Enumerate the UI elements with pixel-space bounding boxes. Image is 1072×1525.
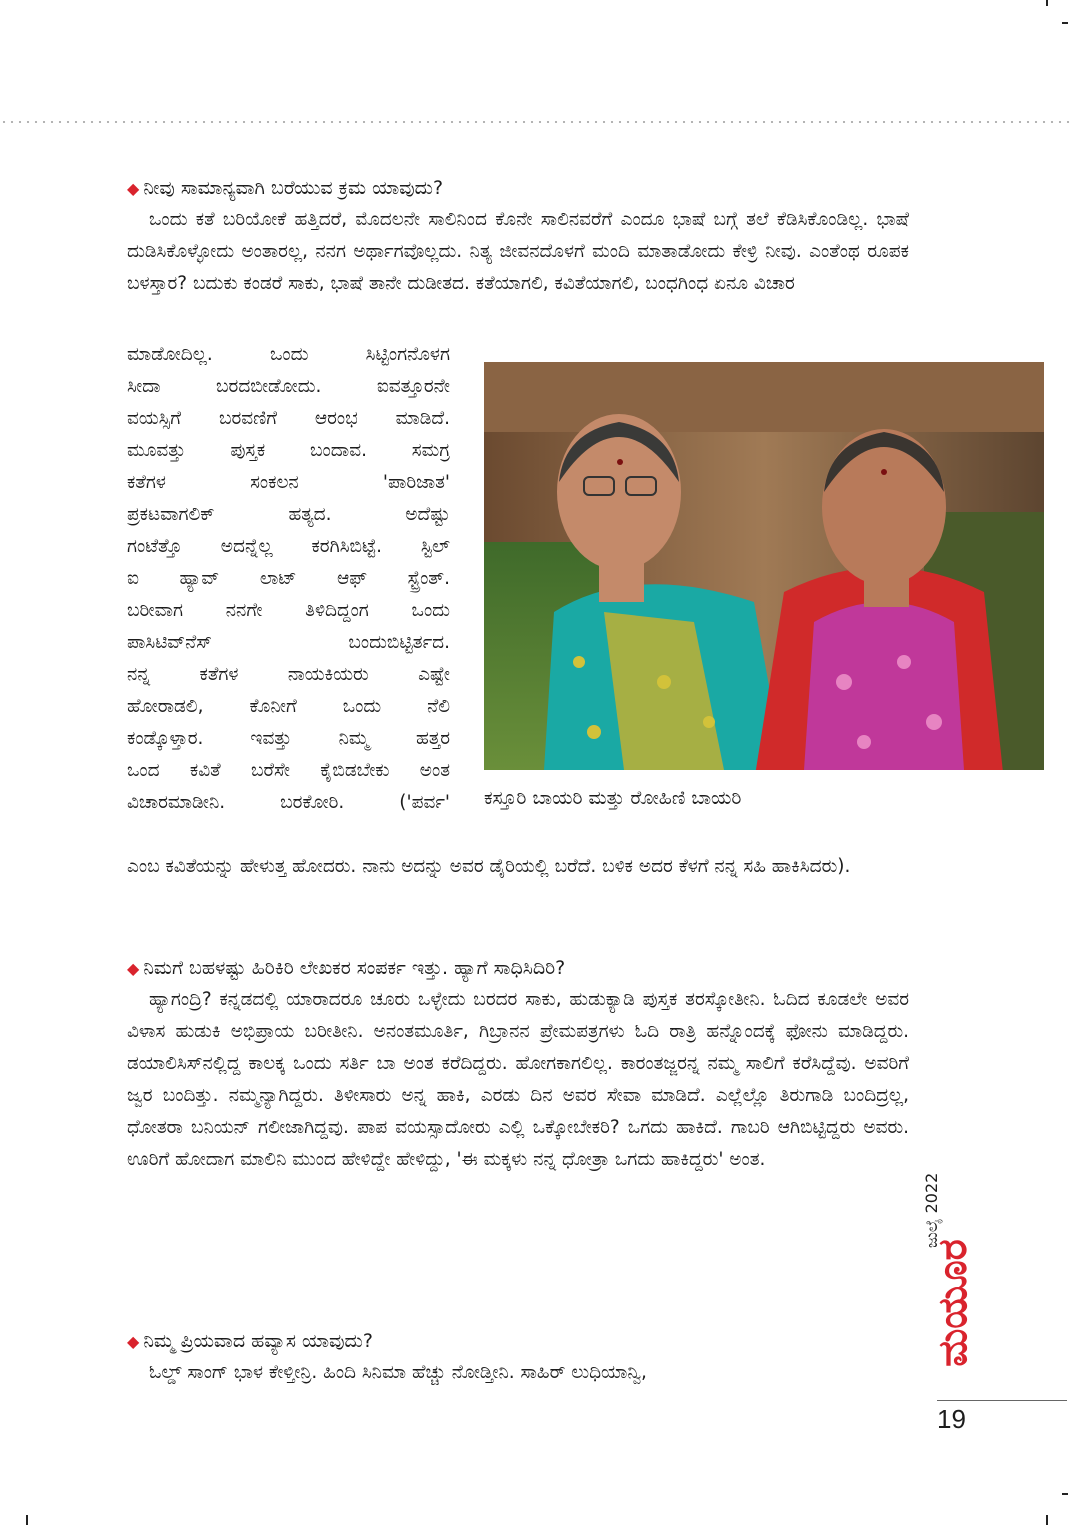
page-rule: [937, 1400, 1067, 1401]
magazine-logo-graphic: [930, 1228, 980, 1378]
text-line: ನನ್ನ ಕತೆಗಳ ನಾಯಕಿಯರು ಎಷ್ಟೇ: [127, 664, 450, 685]
text-line: ಪ್ರಕಟವಾಗಲಿಕ್ ಹತ್ಯದ. ಅದೆಷ್ಟು: [127, 504, 450, 525]
photo-illustration: [484, 362, 1044, 770]
text-line: ಮೂವತ್ತು ಪುಸ್ತಕ ಬಂದಾವ. ಸಮಗ್ರ: [127, 440, 450, 461]
magazine-title: ಮಯೂರ: [930, 1239, 976, 1367]
text-line: ಐ ಹ್ಯಾವ್ ಲಾಟ್ ಆಫ್ ಸ್ಟ್ರೆಂತ್.: [127, 568, 450, 589]
text-line: ಸೀದಾ ಬರದಬೀಡೋದು. ಐವತ್ತೂರನೇ: [127, 376, 450, 397]
text-line: ಗಂಟೆತ್ತೊ ಅದನ್ನೆಲ್ಲ ಕರಗಿಸಿಬಿಟ್ಟೆ. ಸ್ಟಿಲ್: [127, 536, 450, 557]
answer-paragraph: ಓಲ್ಡ್ ಸಾಂಗ್ ಭಾಳ ಕೇಳ್ತೀನ್ರಿ. ಹಿಂದಿ ಸಿನಿಮಾ ಹೆಚ್ಚು ನೋಡ್ತೀನಿ. ಸಾಹಿರ್ ಲುಧಿಯಾನ್ವಿ,: [149, 1362, 647, 1383]
text-line: ಹೋರಾಡಲಿ, ಕೊನೀಗೆ ಒಂದು ನೆಲಿ: [127, 696, 450, 717]
magazine-logo: [930, 1228, 980, 1378]
text-line: ಕತೆಗಳ ಸಂಕಲನ 'ಪಾರಿಜಾತ': [127, 472, 450, 493]
diamond-icon: ◆: [127, 179, 140, 198]
section-2: [127, 953, 909, 1176]
answer-paragraph: ಎಂಬ ಕವಿತೆಯನ್ನು ಹೇಳುತ್ತ ಹೋದರು. ನಾನು ಅದನ್ನು ಅವರ ಡೈರಿಯಲ್ಲಿ ಬರೆದೆ. ಬಳಿಕ ಅದರ ಕೆಳಗೆ ನನ್ನ ಸಹಿ ಹಾಕಿಸಿದರು).: [127, 856, 851, 877]
text-line: ಮಾಡೋದಿಲ್ಲ. ಒಂದು ಸಿಟ್ಟಿಂಗನೊಳಗ: [127, 344, 450, 365]
text-line: ಒಂದ ಕವಿತೆ ಬರೆಸೇ ಕೈಬಿಡಬೇಕು ಅಂತ: [127, 760, 450, 781]
question-heading: ◆ ನಿಮ್ಮ ಪ್ರಿಯವಾದ ಹವ್ಯಾಸ ಯಾವುದು?: [127, 1330, 373, 1352]
dotted-separator: [0, 121, 1072, 123]
crop-mark: [1046, 1515, 1048, 1525]
answer-paragraph: ಹ್ಯಾಗಂದ್ರಿ? ಕನ್ನಡದಲ್ಲಿ ಯಾರಾದರೂ ಚೂರು ಒಳ್ಳೇದು ಬರದರ ಸಾಕು, ಹುಡುಕ್ಯಾಡಿ ಪುಸ್ತಕ ತರಸ್ಕೋತೀನಿ. ಓದಿದ ಕೂಡಲೇ ಅವರ ವಿಳಾಸ ಹುಡುಕಿ ಅಭಿಪ್ರಾಯ ಬರೀತೀನಿ. ಅನಂತಮೂರ್ತಿ, ಗಿಬ್ರಾನನ ಪ್ರೇಮಪತ್ರಗಳು ಓದಿ ರಾತ್ರಿ ಹನ್ನೊಂದಕ್ಕೆ ಫೋನು ಮಾಡಿದ್ದರು. ಡಯಾಲಿಸಿಸ್‌ನಲ್ಲಿದ್ದ ಕಾಲಕ್ಕ ಒಂದು ಸರ್ತಿ ಬಾ ಅಂತ ಕರೆದಿದ್ದರು. ಹೋಗಕಾಗಲಿಲ್ಲ. ಕಾರಂತಜ್ಜರನ್ನ ನಮ್ಮ ಸಾಲಿಗೆ ಕರೆಸಿದ್ದೆವು. ಅವರಿಗೆ ಜ್ವರ ಬಂದಿತ್ತು. ನಮ್ಮನ್ಯಾಗಿದ್ದರು. ತಿಳೀಸಾರು ಅನ್ನ ಹಾಕಿ, ಎರಡು ದಿನ ಅವರ ಸೇವಾ ಮಾಡಿದೆ. ಎಲ್ಲೆಲ್ಲೊ ತಿರುಗಾಡಿ ಬಂದಿದ್ರಲ್ಲ, ಧೋತರಾ ಬನಿಯನ್ ಗಲೀಜಾಗಿದ್ದವು. ಪಾಪ ವಯಸ್ಸಾದೋರು ಎಲ್ಲಿ ಒಕ್ಕೋಬೇಕರಿ? ಒಗದು ಹಾಕಿದೆ. ಗಾಬರಿ ಆಗಿಬಿಟ್ಟಿದ್ದರು ಅವರು. ಊರಿಗೆ ಹೋದಾಗ ಮಾಲಿನಿ ಮುಂದ ಹೇಳಿದ್ದೇ ಹೇಳಿದ್ದು, 'ಈ ಮಕ್ಕಳು ನನ್ನ ಧೋತ್ರಾ ಒಗದು ಹಾಕಿದ್ದರು' ಅಂತ.: [127, 989, 909, 1170]
photo-two-women: [484, 362, 1044, 770]
text-line: ವಿಚಾರಮಾಡೀನಿ. ಬರಕೋರಿ. ('ಪರ್ವ': [127, 792, 450, 813]
answer-paragraph: ಒಂದು ಕತೆ ಬರಿಯೋಕೆ ಹತ್ತಿದರೆ, ಮೊದಲನೇ ಸಾಲಿನಿಂದ ಕೊನೇ ಸಾಲಿನವರೆಗೆ ಎಂದೂ ಭಾಷೆ ಬಗ್ಗೆ ತಲೆ ಕೆಡಿಸಿಕೊಂಡಿಲ್ಲ. ಭಾಷೆ ದುಡಿಸಿಕೊಳ್ಳೋದು ಅಂತಾರಲ್ಲ, ನನಗ ಅರ್ಥಾಗವೊಲ್ಲದು. ನಿತ್ಯ ಜೀವನದೊಳಗೆ ಮಂದಿ ಮಾತಾಡೋದು ಕೇಳ್ರಿ ನೀವು. ಎಂತೆಂಥ ರೂಪಕ ಬಳಸ್ತಾರ? ಬದುಕು ಕಂಡರೆ ಸಾಕು, ಭಾಷೆ ತಾನೇ ದುಡೀತದ. ಕತೆಯಾಗಲಿ, ಕವಿತೆಯಾಗಲಿ, ಬಂಧಗಿಂಧ ಏನೂ ವಿಚಾರ: [127, 209, 909, 294]
text-line: ಪಾಸಿಟಿವ್‌ನೆಸ್ ಬಂದುಬಿಟ್ಟಿರ್ತದ.: [127, 632, 450, 653]
question-heading: ◆ ನಿಮಗೆ ಬಹಳಷ್ಟು ಹಿರಿಕಿರಿ ಲೇಖಕರ ಸಂಪರ್ಕ ಇತ್ತು. ಹ್ಯಾಗೆ ಸಾಧಿಸಿದಿರಿ?: [127, 957, 566, 979]
crop-mark: [1062, 1493, 1068, 1495]
diamond-icon: ◆: [127, 1332, 140, 1351]
section-3: [127, 1326, 909, 1389]
question-heading: ◆ ನೀವು ಸಾಮಾನ್ಯವಾಗಿ ಬರೆಯುವ ಕ್ರಮ ಯಾವುದು?: [127, 177, 444, 199]
crop-mark: [26, 1515, 28, 1525]
text-line: ಕಂಡ್ಕೊಳ್ತಾರ. ಇವತ್ತು ನಿಮ್ಮ ಹತ್ತರ: [127, 728, 450, 749]
issue-date: ಜುಲೈ 2022: [922, 1172, 941, 1248]
continuation-text: [127, 851, 909, 883]
page-number: 19: [937, 1404, 966, 1434]
crop-mark: [1062, 22, 1068, 24]
text-line: ವಯಸ್ಸಿಗೆ ಬರವಣಿಗೆ ಆರಂಭ ಮಾಡಿದೆ.: [127, 408, 450, 429]
narrow-column-text: [127, 339, 450, 819]
text-line: ಬರೀವಾಗ ನನಗೇ ತಿಳಿದಿದ್ದಂಗ ಒಂದು: [127, 600, 450, 621]
section-1: [127, 173, 909, 300]
crop-mark: [1046, 0, 1048, 6]
photo-caption: ಕಸ್ತೂರಿ ಬಾಯರಿ ಮತ್ತು ರೋಹಿಣಿ ಬಾಯರಿ: [484, 787, 742, 809]
diamond-icon: ◆: [127, 959, 140, 978]
